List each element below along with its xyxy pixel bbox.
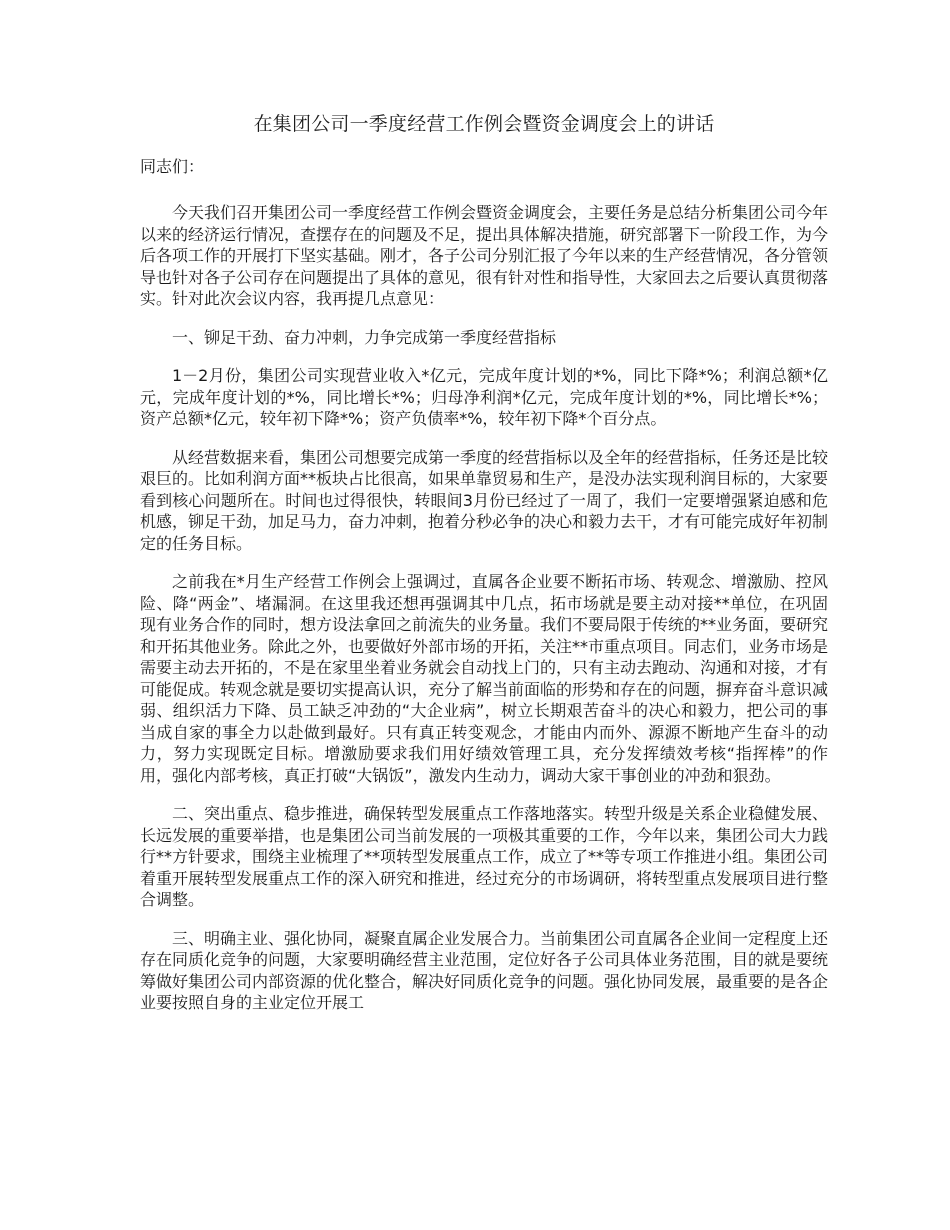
- salutation: 同志们：: [140, 157, 205, 176]
- paragraph-measures: 之前我在*月生产经营工作例会上强调过，直属各企业要不断拓市场、转观念、增激励、控风险、降“两金”、堵漏洞。在这里我还想再强调其中几点，拓市场就是要主动对接**单位，在巩固现有业务合作的同时，想方设法拿回之前流失的业务量。我们不要局限于传统的**业务面，要研究和开拓其他业务。除此之外，也要做好外部市场的开拓，关注**市重点项目。同志们，业务市场是需要主动去开拓的，不是在家里坐着业务就会自动找上门的，只有主动去跑动、沟通和对接，才有可能促成。转观念就是要切实提高认识，充分了解当前面临的形势和存在的问题，摒弃奋斗意识减弱、组织活力下降、员工缺乏冲劲的“大企业病”，树立长期艰苦奋斗的决心和毅力，把公司的事当成自家的事全力以赴做到最好。只有真正转变观念，才能由内而外、源源不断地产生奋斗的动力，努力实现既定目标。增激励要求我们用好绩效管理工具，充分发挥绩效考核“指挥棒”的作用，强化内部考核，真正打破“大锅饭”，激发内生动力，调动大家干事创业的冲劲和狠劲。: [140, 572, 829, 785]
- section-heading-1: 一、铆足干劲、奋力冲刺，力争完成第一季度经营指标: [172, 327, 557, 347]
- paragraph-analysis: 从经营数据来看，集团公司想要完成第一季度的经营指标以及全年的经营指标，任务还是比较艰巨的。比如利润方面**板块占比很高，如果单靠贸易和生产，是没办法实现利润目标的，大家要看到核心问题所在。时间也过得很快，转眼间3月份已经过了一周了，我们一定要增强紧迫感和危机感，铆足干劲，加足马力，奋力冲刺，抱着分秒必争的决心和毅力去干，才有可能完成好年初制定的任务目标。: [140, 447, 829, 553]
- paragraph-section-3: 三、明确主业、强化协同，凝聚直属企业发展合力。当前集团公司直属各企业间一定程度上还存在同质化竞争的问题，大家要明确经营主业范围，定位好各子公司具体业务范围，目的就是要统筹做好集团公司内部资源的优化整合，解决好同质化竞争的问题。强化协同发展，最重要的是各企业要按照自身的主业定位开展工: [140, 928, 829, 1012]
- paragraph-section-2: 二、突出重点、稳步推进，确保转型发展重点工作落地落实。转型升级是关系企业稳健发展、长远发展的重要举措，也是集团公司当前发展的一项极其重要的工作，今年以来，集团公司大力践行**方针要求，围绕主业梳理了**项转型发展重点工作，成立了**等专项工作推进小组。集团公司着重开展转型发展重点工作的深入研究和推进，经过充分的市场调研，将转型重点发展项目进行整合调整。: [140, 804, 829, 909]
- document-title: 在集团公司一季度经营工作例会暨资金调度会上的讲话: [253, 113, 715, 135]
- paragraph-intro: 今天我们召开集团公司一季度经营工作例会暨资金调度会，主要任务是总结分析集团公司今年以来的经济运行情况，查摆存在的问题及不足，提出具体解决措施，研究部署下一阶段工作，为今后各项工作的开展打下坚实基础。刚才，各子公司分别汇报了今年以来的生产经营情况，各分管领导也针对各子公司存在问题提出了具体的意见，很有针对性和指导性，大家回去之后要认真贯彻落实。针对此次会议内容，我再提几点意见：: [140, 203, 829, 308]
- paragraph-indicators: 1－2月份，集团公司实现营业收入*亿元，完成年度计划的*%，同比下降*%；利润总额*亿元，完成年度计划的*%，同比增长*%；归母净利润*亿元，完成年度计划的*%，同比增长*%；资产总额*亿元，较年初下降*%；资产负债率*%，较年初下降*个百分点。: [140, 366, 828, 428]
- document-page: [140, 110, 828, 1031]
